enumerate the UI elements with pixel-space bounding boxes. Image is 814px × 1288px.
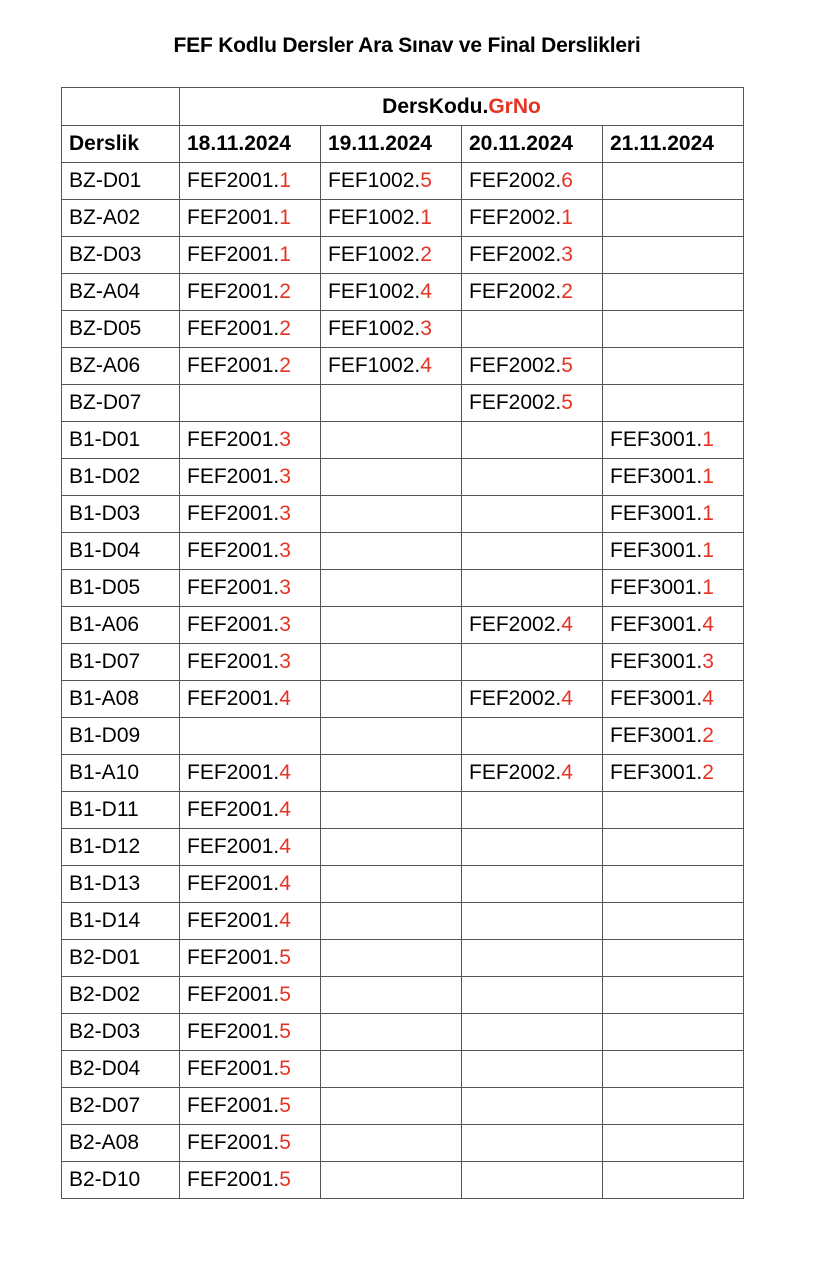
course-code: FEF2001. (187, 1131, 280, 1154)
group-number: 1 (420, 206, 432, 229)
group-number: 4 (702, 687, 714, 710)
course-cell (180, 1088, 321, 1125)
room-cell: BZ-D03 (62, 237, 180, 274)
course-code: FEF1002. (328, 317, 421, 340)
course-cell (180, 1125, 321, 1162)
table-row (62, 755, 744, 792)
course-cell (462, 348, 603, 385)
course-code: FEF2001. (187, 1094, 280, 1117)
course-code: FEF2002. (469, 613, 562, 636)
empty-cell (462, 792, 603, 829)
empty-cell (321, 1162, 462, 1199)
course-code: FEF3001. (610, 502, 703, 525)
empty-cell (321, 1051, 462, 1088)
course-code: FEF2001. (187, 169, 280, 192)
room-cell: BZ-A02 (62, 200, 180, 237)
table-row (62, 792, 744, 829)
course-cell (321, 200, 462, 237)
course-code: FEF1002. (328, 354, 421, 377)
course-cell (180, 422, 321, 459)
empty-cell (321, 570, 462, 607)
room-cell: B2-D01 (62, 940, 180, 977)
empty-cell (462, 829, 603, 866)
group-number: 4 (279, 909, 291, 932)
group-number: 1 (702, 428, 714, 451)
empty-cell (321, 866, 462, 903)
room-cell: B1-D03 (62, 496, 180, 533)
course-cell (462, 163, 603, 200)
course-cell (321, 237, 462, 274)
course-code: FEF2002. (469, 391, 562, 414)
group-number: 1 (702, 539, 714, 562)
group-number: 5 (279, 1168, 291, 1191)
table-row (62, 681, 744, 718)
room-cell: B2-A08 (62, 1125, 180, 1162)
group-number: 1 (279, 206, 291, 229)
table-row (62, 163, 744, 200)
date-column-header: 21.11.2024 (603, 126, 744, 163)
course-cell (462, 237, 603, 274)
empty-cell (462, 496, 603, 533)
course-cell (180, 533, 321, 570)
table-row (62, 1051, 744, 1088)
table-row (62, 237, 744, 274)
course-cell (180, 459, 321, 496)
table-row (62, 940, 744, 977)
course-code: FEF2002. (469, 169, 562, 192)
group-number: 4 (561, 761, 573, 784)
empty-cell (462, 940, 603, 977)
course-cell (603, 607, 744, 644)
course-cell (321, 348, 462, 385)
empty-cell (321, 903, 462, 940)
course-code: FEF2001. (187, 354, 280, 377)
group-number: 5 (561, 391, 573, 414)
course-code: FEF1002. (328, 169, 421, 192)
date-column-header: 20.11.2024 (462, 126, 603, 163)
group-number: 2 (702, 724, 714, 747)
super-header-code-label: DersKodu. (382, 94, 489, 118)
table-row (62, 718, 744, 755)
course-cell (180, 1014, 321, 1051)
empty-cell (321, 644, 462, 681)
table-row (62, 459, 744, 496)
table-row (62, 348, 744, 385)
course-cell (462, 200, 603, 237)
empty-cell (603, 1014, 744, 1051)
empty-cell (603, 940, 744, 977)
table-row (62, 311, 744, 348)
table-row (62, 533, 744, 570)
room-cell: B1-D07 (62, 644, 180, 681)
group-number: 5 (279, 1131, 291, 1154)
course-code: FEF3001. (610, 761, 703, 784)
empty-cell (603, 1088, 744, 1125)
empty-cell (321, 459, 462, 496)
empty-cell (462, 570, 603, 607)
group-number: 1 (561, 206, 573, 229)
course-code: FEF2002. (469, 243, 562, 266)
empty-cell (603, 903, 744, 940)
date-column-header: 19.11.2024 (321, 126, 462, 163)
course-cell (180, 903, 321, 940)
course-code: FEF2002. (469, 761, 562, 784)
course-cell (180, 681, 321, 718)
group-number: 1 (279, 169, 291, 192)
empty-cell (321, 1125, 462, 1162)
room-cell: B1-A08 (62, 681, 180, 718)
course-code: FEF2002. (469, 354, 562, 377)
course-cell (180, 792, 321, 829)
group-number: 5 (420, 169, 432, 192)
course-code: FEF2001. (187, 909, 280, 932)
empty-cell (603, 200, 744, 237)
course-code: FEF2001. (187, 317, 280, 340)
empty-cell (603, 792, 744, 829)
group-number: 3 (279, 613, 291, 636)
course-cell (603, 459, 744, 496)
room-cell: BZ-A04 (62, 274, 180, 311)
course-code: FEF2001. (187, 798, 280, 821)
room-cell: B1-D13 (62, 866, 180, 903)
empty-cell (321, 940, 462, 977)
table-row (62, 385, 744, 422)
empty-cell (462, 1088, 603, 1125)
group-number: 2 (279, 317, 291, 340)
course-cell (321, 311, 462, 348)
group-number: 3 (279, 539, 291, 562)
group-number: 1 (279, 243, 291, 266)
room-cell: B1-D12 (62, 829, 180, 866)
course-code: FEF3001. (610, 576, 703, 599)
empty-cell (180, 718, 321, 755)
empty-cell (321, 829, 462, 866)
room-cell: BZ-D05 (62, 311, 180, 348)
course-cell (321, 274, 462, 311)
empty-cell (321, 755, 462, 792)
course-cell (180, 348, 321, 385)
empty-cell (462, 1051, 603, 1088)
course-code: FEF3001. (610, 613, 703, 636)
empty-cell (321, 385, 462, 422)
course-code: FEF2001. (187, 1168, 280, 1191)
table-row (62, 274, 744, 311)
course-cell (603, 496, 744, 533)
group-number: 4 (561, 687, 573, 710)
group-number: 4 (279, 798, 291, 821)
course-code: FEF1002. (328, 243, 421, 266)
empty-cell (462, 718, 603, 755)
column-header-row (62, 126, 744, 163)
empty-cell (603, 977, 744, 1014)
group-number: 4 (420, 280, 432, 303)
course-cell (603, 570, 744, 607)
course-code: FEF2001. (187, 761, 280, 784)
course-code: FEF3001. (610, 724, 703, 747)
room-cell: BZ-A06 (62, 348, 180, 385)
empty-cell (321, 607, 462, 644)
empty-cell (603, 1125, 744, 1162)
group-number: 5 (279, 1020, 291, 1043)
course-code: FEF2001. (187, 1020, 280, 1043)
empty-cell (462, 644, 603, 681)
group-number: 2 (279, 280, 291, 303)
group-number: 2 (561, 280, 573, 303)
table-row (62, 903, 744, 940)
table-row (62, 570, 744, 607)
group-number: 5 (279, 946, 291, 969)
empty-cell (462, 533, 603, 570)
course-cell (180, 940, 321, 977)
super-header-group-label: GrNo (488, 94, 541, 118)
course-cell (180, 311, 321, 348)
course-cell (603, 755, 744, 792)
course-code: FEF2001. (187, 576, 280, 599)
empty-cell (603, 385, 744, 422)
group-number: 6 (561, 169, 573, 192)
group-number: 4 (420, 354, 432, 377)
course-cell (180, 644, 321, 681)
empty-cell (321, 1014, 462, 1051)
table-row (62, 977, 744, 1014)
empty-cell (462, 422, 603, 459)
empty-cell (321, 1088, 462, 1125)
page-title: FEF Kodlu Dersler Ara Sınav ve Final Derslikleri (173, 34, 641, 57)
empty-cell (603, 163, 744, 200)
group-number: 1 (702, 576, 714, 599)
course-cell (180, 755, 321, 792)
room-cell: BZ-D07 (62, 385, 180, 422)
course-code: FEF2001. (187, 983, 280, 1006)
table-row (62, 422, 744, 459)
group-number: 1 (702, 502, 714, 525)
table-row (62, 607, 744, 644)
date-column-header: 18.11.2024 (180, 126, 321, 163)
empty-cell (462, 1125, 603, 1162)
course-cell (462, 274, 603, 311)
empty-cell (603, 237, 744, 274)
table-row (62, 1125, 744, 1162)
empty-cell (462, 459, 603, 496)
course-cell (180, 163, 321, 200)
course-code: FEF2001. (187, 502, 280, 525)
course-code: FEF2001. (187, 613, 280, 636)
exam-room-table (61, 87, 744, 1199)
course-code: FEF2001. (187, 243, 280, 266)
course-code: FEF2001. (187, 946, 280, 969)
course-code: FEF2001. (187, 872, 280, 895)
group-number: 2 (420, 243, 432, 266)
course-code: FEF1002. (328, 280, 421, 303)
group-number: 3 (702, 650, 714, 673)
course-code: FEF3001. (610, 687, 703, 710)
empty-cell (603, 348, 744, 385)
group-number: 4 (279, 835, 291, 858)
group-number: 5 (279, 1094, 291, 1117)
room-cell: B1-D14 (62, 903, 180, 940)
group-number: 4 (279, 872, 291, 895)
group-number: 4 (702, 613, 714, 636)
super-header-cell (180, 88, 744, 126)
course-cell (180, 607, 321, 644)
course-code: FEF2002. (469, 206, 562, 229)
group-number: 4 (279, 687, 291, 710)
empty-cell (321, 496, 462, 533)
room-cell: B1-A10 (62, 755, 180, 792)
empty-cell (462, 866, 603, 903)
group-number: 4 (561, 613, 573, 636)
group-number: 3 (279, 650, 291, 673)
group-number: 3 (279, 428, 291, 451)
room-cell: BZ-D01 (62, 163, 180, 200)
course-cell (180, 570, 321, 607)
room-cell: B1-D01 (62, 422, 180, 459)
empty-cell (603, 829, 744, 866)
empty-cell (603, 866, 744, 903)
course-code: FEF3001. (610, 465, 703, 488)
course-cell (180, 829, 321, 866)
empty-cell (321, 718, 462, 755)
course-code: FEF2001. (187, 539, 280, 562)
course-cell (180, 866, 321, 903)
empty-cell (462, 903, 603, 940)
empty-cell (321, 422, 462, 459)
course-cell (462, 681, 603, 718)
course-cell (180, 496, 321, 533)
course-cell (321, 163, 462, 200)
corner-cell (62, 88, 180, 126)
course-code: FEF3001. (610, 539, 703, 562)
room-cell: B2-D02 (62, 977, 180, 1014)
course-code: FEF1002. (328, 206, 421, 229)
empty-cell (462, 977, 603, 1014)
group-number: 5 (561, 354, 573, 377)
course-cell (180, 1051, 321, 1088)
group-number: 2 (702, 761, 714, 784)
course-cell (603, 718, 744, 755)
course-cell (462, 385, 603, 422)
room-column-header: Derslik (62, 126, 180, 163)
course-cell (180, 274, 321, 311)
group-number: 5 (279, 983, 291, 1006)
course-code: FEF2001. (187, 1057, 280, 1080)
table-row (62, 1014, 744, 1051)
group-number: 1 (702, 465, 714, 488)
empty-cell (462, 311, 603, 348)
room-cell: B1-D04 (62, 533, 180, 570)
empty-cell (603, 274, 744, 311)
course-cell (603, 644, 744, 681)
course-cell (180, 977, 321, 1014)
room-cell: B1-D11 (62, 792, 180, 829)
empty-cell (462, 1014, 603, 1051)
table-row (62, 829, 744, 866)
empty-cell (321, 681, 462, 718)
room-cell: B1-D09 (62, 718, 180, 755)
empty-cell (603, 1162, 744, 1199)
course-code: FEF2002. (469, 280, 562, 303)
course-code: FEF2001. (187, 428, 280, 451)
group-number: 5 (279, 1057, 291, 1080)
table-body (62, 163, 744, 1199)
empty-cell (462, 1162, 603, 1199)
super-header-row (62, 88, 744, 126)
table-row (62, 496, 744, 533)
course-cell (462, 755, 603, 792)
course-code: FEF3001. (610, 650, 703, 673)
course-cell (180, 200, 321, 237)
course-code: FEF2001. (187, 206, 280, 229)
room-cell: B1-A06 (62, 607, 180, 644)
group-number: 3 (420, 317, 432, 340)
room-cell: B2-D07 (62, 1088, 180, 1125)
empty-cell (321, 533, 462, 570)
group-number: 2 (279, 354, 291, 377)
table-row (62, 866, 744, 903)
table-row (62, 200, 744, 237)
table-row (62, 1162, 744, 1199)
course-code: FEF2001. (187, 835, 280, 858)
course-cell (180, 237, 321, 274)
course-cell (462, 607, 603, 644)
course-code: FEF3001. (610, 428, 703, 451)
course-code: FEF2001. (187, 280, 280, 303)
room-cell: B2-D03 (62, 1014, 180, 1051)
room-cell: B2-D10 (62, 1162, 180, 1199)
course-code: FEF2001. (187, 465, 280, 488)
course-cell (603, 533, 744, 570)
course-code: FEF2001. (187, 650, 280, 673)
table-row (62, 1088, 744, 1125)
group-number: 3 (279, 576, 291, 599)
empty-cell (180, 385, 321, 422)
table-row (62, 644, 744, 681)
empty-cell (603, 311, 744, 348)
room-cell: B1-D05 (62, 570, 180, 607)
group-number: 3 (279, 502, 291, 525)
course-cell (603, 681, 744, 718)
course-cell (603, 422, 744, 459)
course-code: FEF2001. (187, 687, 280, 710)
course-code: FEF2002. (469, 687, 562, 710)
course-cell (180, 1162, 321, 1199)
empty-cell (321, 977, 462, 1014)
room-cell: B1-D02 (62, 459, 180, 496)
room-cell: B2-D04 (62, 1051, 180, 1088)
empty-cell (321, 792, 462, 829)
empty-cell (603, 1051, 744, 1088)
group-number: 3 (561, 243, 573, 266)
group-number: 3 (279, 465, 291, 488)
group-number: 4 (279, 761, 291, 784)
